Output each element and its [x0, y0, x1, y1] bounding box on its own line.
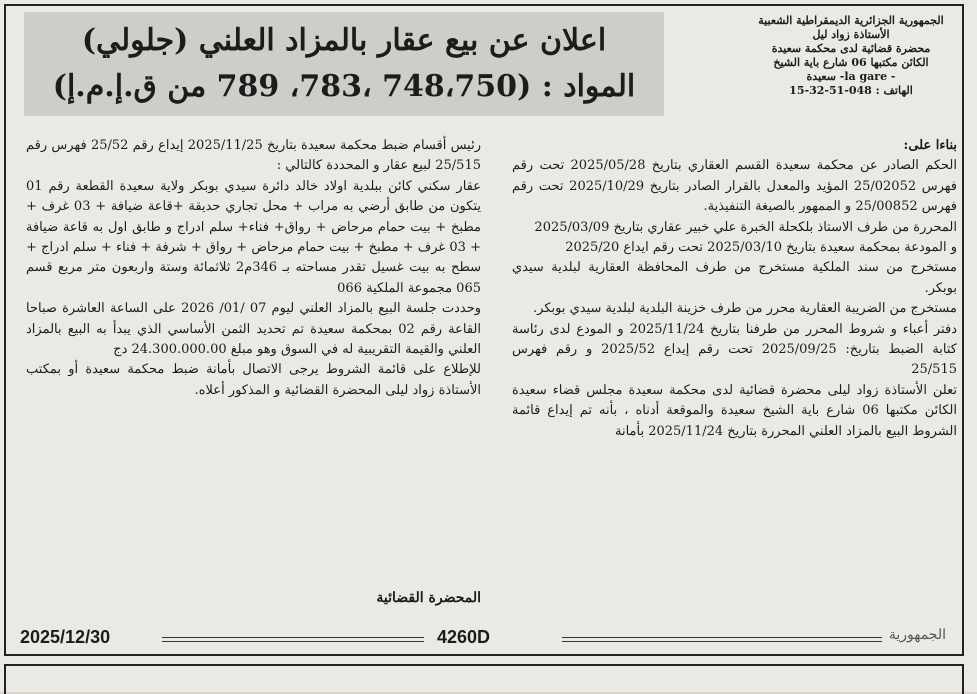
left-column	[26, 136, 481, 401]
paragraph: عقار سكني كائن ببلدية اولاد خالد دائرة سيدي بوبكر ولاية سعيدة القطعة رقم 01 يتكون من طابق أرضي به مراب + محل تجاري حديقة +قاعة ضيافة + 03 غرف + مطبخ + بيت حمام مرحاض + رواق+ فناء+ سلم ادراج و طابق اول به قاعة ضيافة + 03 غرف + مطبخ + بيت حمام مرحاض + رواق + شرفة + فناء + سلم ادراج + سطح به بيت غسيل تقدر مساحته بـ 346م2 ثلاثمائة وستة واربعون متر مربع قسم 065 مجموعة الملكية 066	[26, 178, 481, 296]
paragraph: وحددت جلسة البيع بالمزاد العلني ليوم 07 /01/ 2026 على الساعة العاشرة صباحا القاعة رقم 02 بمحكمة سعيدة تم تحديد الثمن الأساسي الذي يبدأ به البيع بالمزاد العلني والقيمة التقريبية له في السوق وهو مبلغ 24.300.000.00 دج	[26, 301, 482, 358]
header-line: الجمهورية الجزائرية الديمقراطية الشعبية	[758, 14, 944, 27]
footer-rule	[162, 637, 424, 642]
bailiff-header	[745, 14, 957, 98]
footer-rule	[562, 637, 882, 642]
title-line-1: اعلان عن بيع عقار بالمزاد العلني (جلولي)	[81, 23, 607, 58]
paragraph: دفتر أعباء و شروط المحرر من طرفنا بتاريخ 2025/11/24 و المودع لدى رئاسة كتابة الضبط بتاريخ: 2025/09/25 تحت رقم إيداع 2025/52 و رقم فهرس 25/515	[512, 321, 957, 378]
paragraph: للإطلاع على قائمة الشروط يرجى الاتصال بأمانة ضبط محكمة سعيدة أو بمكتب الأستاذة زواد ليلى المحضرة القضائية و المذكور أعلاه.	[26, 362, 481, 398]
header-line: الهاتف : 048-51-32-15	[789, 84, 913, 97]
paragraph: و المودعة بمحكمة سعيدة بتاريخ 2025/03/10 تحت رقم ايداع 2025/20	[565, 240, 957, 256]
paragraph: المحررة من طرف الاستاذ بلكحلة الخبرة علي خبير عقاري بتاريخ 2025/03/09	[534, 219, 957, 235]
announcement-title	[24, 12, 664, 116]
signature: المحضرة القضائية	[376, 590, 481, 606]
footer-number: 4260D	[437, 627, 491, 647]
right-column	[512, 136, 957, 442]
newspaper-logo: الجمهورية	[888, 627, 946, 643]
paragraph: مستخرج من الضريبة العقارية محرر من طرف خزينة البلدية لبلدية سيدي بوبكر.	[533, 301, 957, 317]
header-line: - la gare- سعيدة	[806, 70, 896, 83]
paragraph: تعلن الأستاذة زواد ليلى محضرة قضائية لدى محكمة سعيدة مجلس قضاء سعيدة الكائن مكتبها 06 شارع باية الشيخ سعيدة والموقعة أدناه ، بأنه تم إيداع قائمة الشروط البيع بالمزاد العلني المحررة بتاريخ 2025/11/24 بأمانة	[512, 382, 957, 439]
title-line-2: المواد : (748،750 ،783، 789 من ق.إ.م.إ)	[52, 69, 636, 104]
page-footer	[12, 625, 956, 651]
next-announcement-frame	[4, 664, 964, 694]
footer-date: 2025/12/30	[20, 627, 111, 647]
paragraph: بناءا على:	[903, 138, 957, 153]
header-line: محضرة قضائية لدى محكمة سعيدة	[771, 42, 931, 55]
header-line: الكائن مكتبها 06 شارع باية الشيخ	[773, 56, 929, 69]
paragraph: الحكم الصادر عن محكمة سعيدة القسم العقاري بتاريخ 2025/05/28 تحت رقم فهرس 25/02052 المؤيد والمعدل بالقرار الصادر بتاريخ 2025/10/29 تحت رقم فهرس 25/00852 و الممهور بالصيغة التنفيذية.	[512, 158, 957, 215]
paragraph: مستخرج من سند الملكية مستخرج من طرف المحافظة العقارية لبلدية سيدي بوبكر.	[512, 260, 957, 296]
paragraph: رئيس أقسام ضبط محكمة سعيدة بتاريخ 2025/11/25 إيداع رقم 25/52 فهرس رقم 25/515 لبيع عقار و المحددة كالتالي :	[26, 138, 481, 174]
header-line: الأستاذة زواد ليل	[812, 28, 890, 41]
